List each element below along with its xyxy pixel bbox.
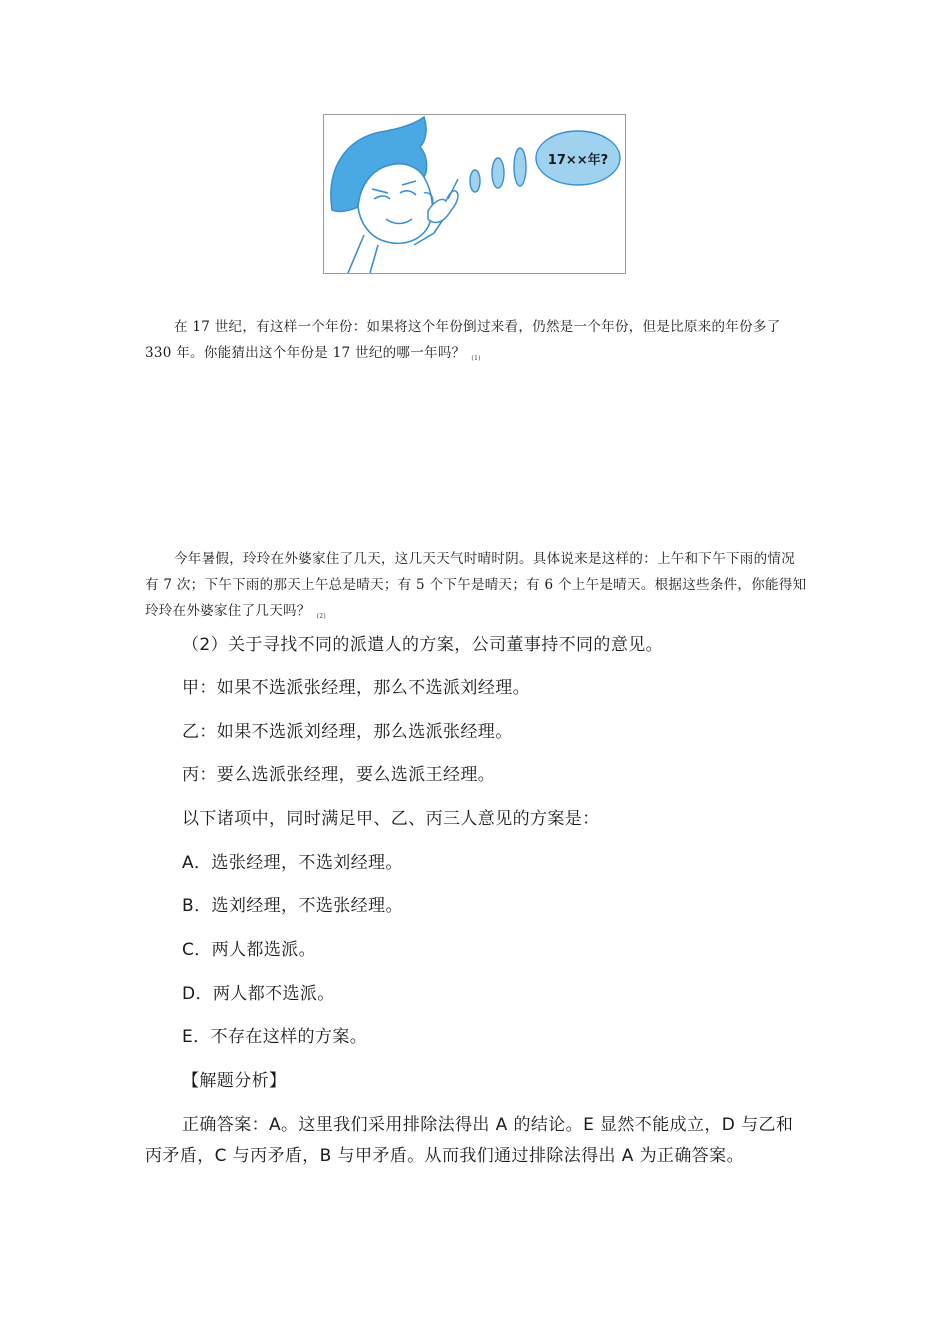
option-d: D．两人都不选派。 — [182, 984, 335, 1004]
thinking-boy-illustration — [324, 115, 625, 273]
question-intro: （2）关于寻找不同的派遣人的方案，公司董事持不同的意见。 — [182, 635, 664, 655]
option-e: E．不存在这样的方案。 — [182, 1027, 368, 1047]
thought-dot-1 — [470, 170, 480, 192]
opinion-bing: 丙：要么选派张经理，要么选派王经理。 — [182, 765, 496, 785]
bubble-text: 17××年? — [547, 153, 609, 168]
problem-1-note: (1) — [471, 355, 481, 362]
illustration-figure — [323, 114, 626, 274]
problem-2-note: (2) — [316, 613, 327, 620]
problem-1-paragraph — [145, 314, 807, 372]
question-prompt: 以下诸项中，同时满足甲、乙、丙三人意见的方案是： — [182, 809, 600, 829]
opinion-yi: 乙：如果不选派刘经理，那么选派张经理。 — [182, 722, 513, 742]
option-b: B．选刘经理，不选张经理。 — [182, 896, 403, 916]
opinion-jia: 甲：如果不选派张经理，那么不选派刘经理。 — [182, 678, 530, 698]
option-a: A．选张经理，不选刘经理。 — [182, 853, 403, 873]
problem-2-text: 今年暑假，玲玲在外婆家住了几天，这几天天气时晴时阴。具体说来是这样的：上午和下午下雨的情况有 7 次；下午下雨的那天上午总是晴天；有 5 个下午是晴天；有 6 个上午是晴天。根据这些条件，你能得知玲玲在外婆家住了几天吗？ — [145, 551, 807, 619]
thought-dot-3 — [514, 148, 526, 186]
analysis-text: 正确答案：A。这里我们采用排除法得出 A 的结论。E 显然不能成立，D 与乙和丙矛盾，C 与丙矛盾，B 与甲矛盾。从而我们通过排除法得出 A 为正确答案。 — [145, 1115, 794, 1166]
problem-2-paragraph — [145, 546, 807, 630]
option-c: C．两人都选派。 — [182, 940, 317, 960]
problem-1-text: 在 17 世纪，有这样一个年份：如果将这个年份倒过来看，仍然是一个年份，但是比原来的年份多了 330 年。你能猜出这个年份是 17 世纪的哪一年吗？ — [145, 319, 781, 361]
pointing-hand — [428, 191, 458, 223]
analysis-heading: 【解题分析】 — [182, 1071, 287, 1091]
thought-dot-2 — [492, 158, 504, 188]
